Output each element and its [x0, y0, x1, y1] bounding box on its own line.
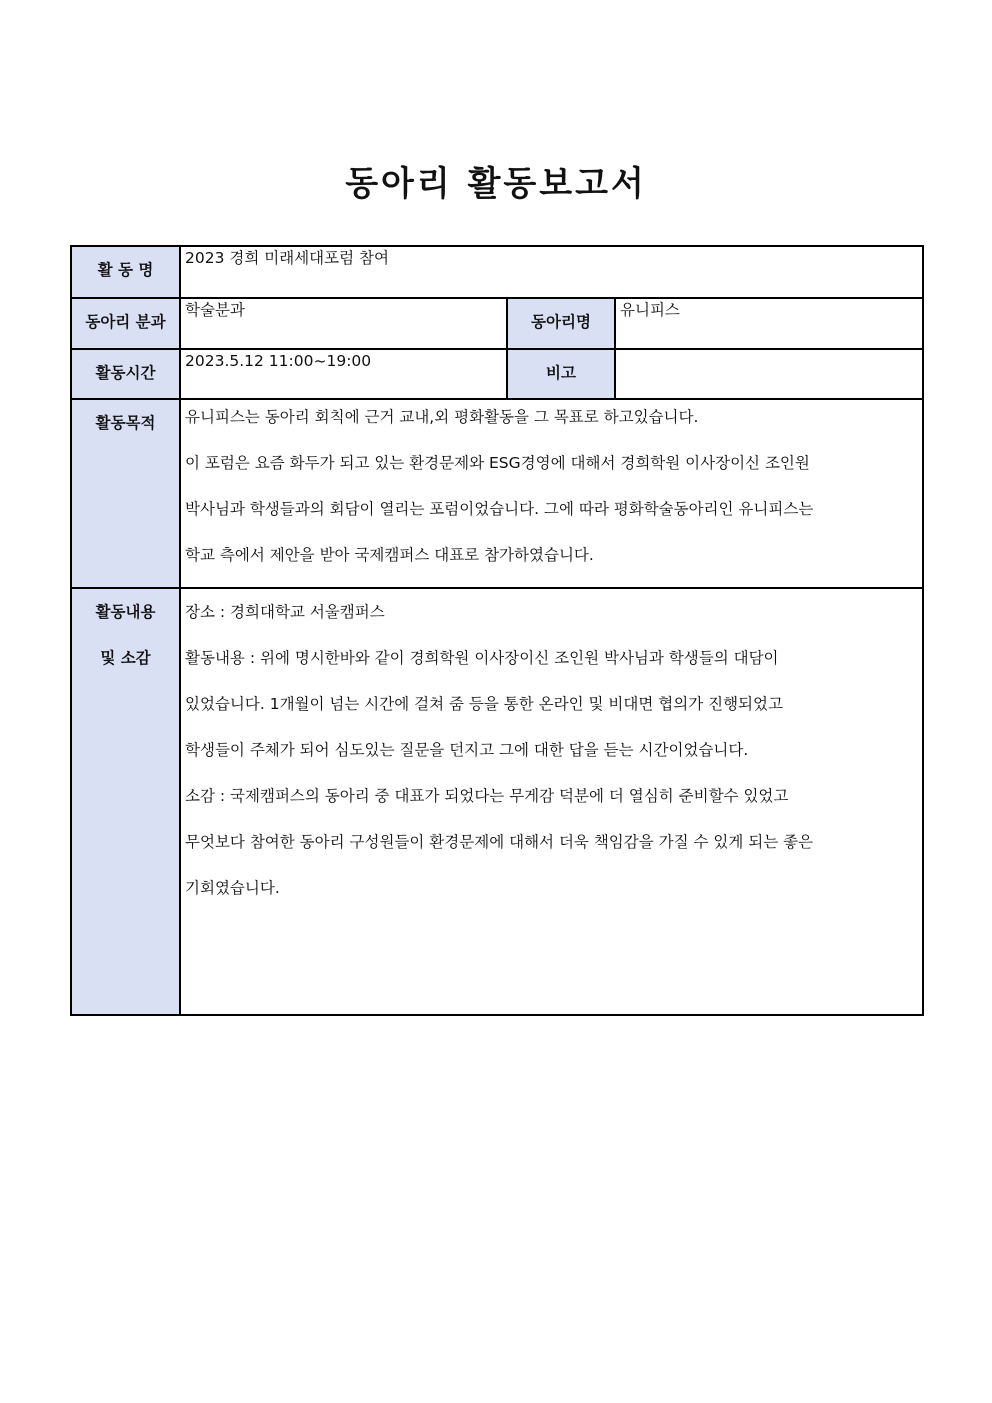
- activity-time-value: 2023.5.12 11:00~19:00: [180, 349, 507, 399]
- content-line: 학생들이 주체가 되어 심도있는 질문을 던지고 그에 대한 답을 듣는 시간이었습니다.: [185, 741, 749, 759]
- document-title: 동아리 활동보고서: [345, 164, 647, 204]
- purpose-line: 박사님과 학생들과의 회담이 열리는 포럼이었습니다. 그에 따라 평화학술동아리인 유니피스는: [185, 500, 814, 518]
- activity-name-label: [71, 246, 180, 298]
- row-content: [71, 588, 923, 1015]
- remarks-label-text: 비고: [546, 364, 576, 382]
- content-body: [180, 588, 923, 1015]
- content-label-line2: 및 소감: [100, 649, 151, 667]
- activity-time-label: [71, 349, 180, 399]
- activity-report-table: [70, 245, 924, 1016]
- row-club-info: [71, 298, 923, 349]
- remarks-label: [507, 349, 615, 399]
- club-division-value: 학술분과: [180, 298, 507, 349]
- activity-name-label-text: 활 동 명: [97, 261, 154, 279]
- club-name-value: 유니피스: [615, 298, 923, 349]
- content-line: 소감 : 국제캠퍼스의 동아리 중 대표가 되었다는 무게감 덕분에 더 열심히 준비할수 있었고: [185, 787, 789, 805]
- content-label-line1: 활동내용: [95, 603, 156, 621]
- club-name-label-text: 동아리명: [531, 313, 591, 331]
- content-line: 장소 : 경희대학교 서울캠퍼스: [185, 603, 385, 621]
- purpose-line: 이 포럼은 요즘 화두가 되고 있는 환경문제와 ESG경영에 대해서 경희학원 이사장이신 조인원: [185, 454, 810, 472]
- row-activity-name: [71, 246, 923, 298]
- content-line: 기회였습니다.: [185, 879, 280, 897]
- purpose-label: [71, 399, 180, 588]
- remarks-value: [615, 349, 923, 399]
- purpose-body: [180, 399, 923, 588]
- club-division-label: [71, 298, 180, 349]
- club-name-label: [507, 298, 615, 349]
- content-line: 무엇보다 참여한 동아리 구성원들이 환경문제에 대해서 더욱 책임감을 가질 수 있게 되는 좋은: [185, 833, 814, 851]
- content-line: 있었습니다. 1개월이 넘는 시간에 걸쳐 줌 등을 통한 온라인 및 비대면 협의가 진행되었고: [185, 695, 783, 713]
- purpose-label-text: 활동목적: [95, 414, 156, 432]
- club-division-label-text: 동아리 분과: [85, 313, 166, 331]
- activity-time-label-text: 활동시간: [95, 364, 156, 382]
- content-line: 활동내용 : 위에 명시한바와 같이 경희학원 이사장이신 조인원 박사님과 학생들의 대담이: [185, 649, 779, 667]
- content-label: [71, 588, 180, 1015]
- purpose-line: 학교 측에서 제안을 받아 국제캠퍼스 대표로 참가하였습니다.: [185, 546, 594, 564]
- activity-name-value: 2023 경희 미래세대포럼 참여: [180, 246, 923, 298]
- row-purpose: [71, 399, 923, 588]
- purpose-line: 유니피스는 동아리 회칙에 근거 교내,외 평화활동을 그 목표로 하고있습니다.: [185, 408, 699, 426]
- row-activity-time: [71, 349, 923, 399]
